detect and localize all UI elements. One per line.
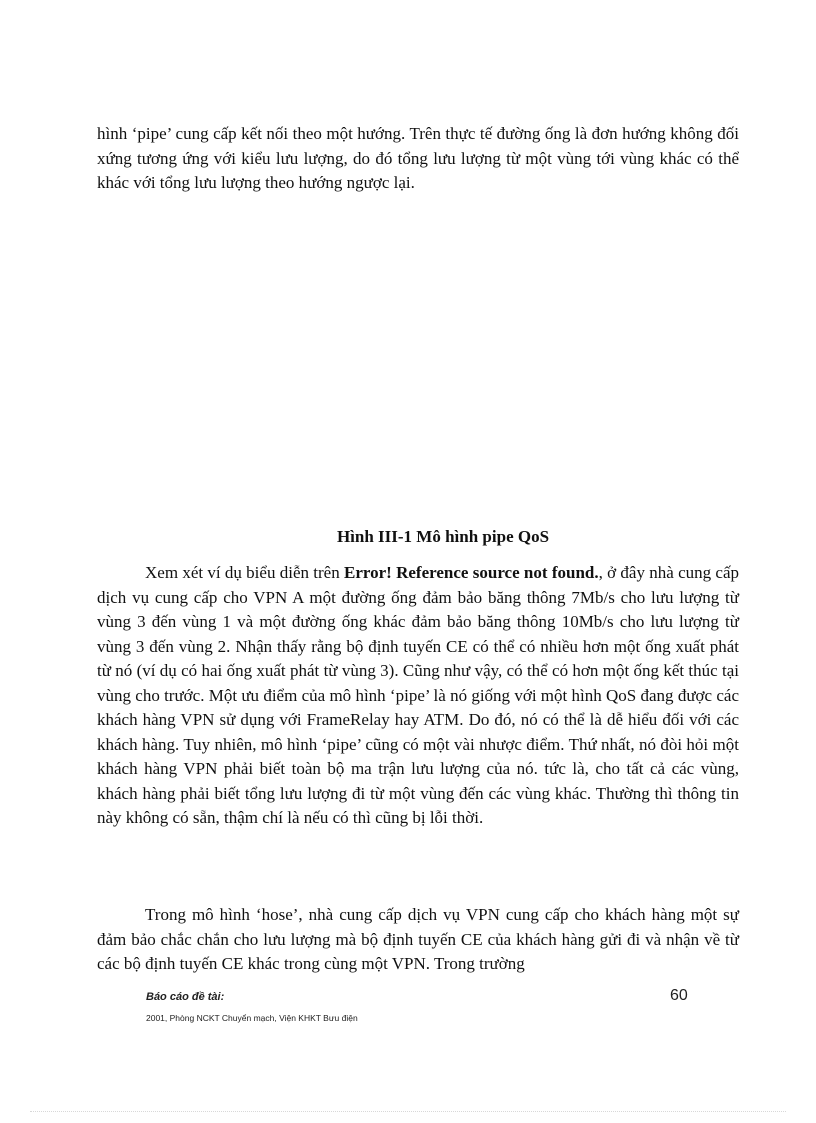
paragraph-1: hình ‘pipe’ cung cấp kết nối theo một hướng. Trên thực tế đường ống là đơn hướng không đối xứng tương ứng với kiểu lưu lượng, do đó tổng lưu lượng từ một vùng tới vùng khác có thể khác với tổng lưu lượng theo hướng ngược lại.: [97, 124, 739, 192]
paragraph-2-body: , ở đây nhà cung cấp dịch vụ cung cấp cho VPN A một đường ống đảm bảo băng thông 7Mb/s cho lưu lượng từ vùng 3 đến vùng 1 và một đường ống khác đảm bảo băng thông 10Mb/s cho lưu lượng từ vùng 3 đến vùng 2. Nhận thấy rằng bộ định tuyến CE có thể có nhiều hơn một ống xuất phát từ nó (ví dụ có hai ống xuất phát từ vùng 3). Cũng như vậy, có thể có hơn một ống kết thúc tại vùng cho trước. Một ưu điểm của mô hình ‘pipe’ là nó giống với một hình QoS đang được các khách hàng VPN sử dụng với FrameRelay hay ATM. Do đó, nó có thể là dễ hiểu đối với các khách hàng. Tuy nhiên, mô hình ‘pipe’ cũng có một vài nhược điểm. Thứ nhất, nó đòi hỏi một khách hàng VPN phải biết toàn bộ ma trận lưu lượng của nó. tức là, cho tất cả các vùng, khách hàng phải biết tổng lưu lượng đi từ một vùng đến các vùng khác. Thường thì thông tin này không có sẵn, thậm chí là nếu có thì cũng bị lỗi thời.: [97, 563, 740, 827]
paragraph-2-lead: Xem xét ví dụ biểu diễn trên: [145, 563, 344, 582]
bottom-divider: [30, 1111, 786, 1112]
broken-reference: Error! Reference source not found.: [344, 563, 599, 582]
figure-caption: Hình III-1 Mô hình pipe QoS: [336, 527, 550, 546]
page-number: 60: [670, 987, 688, 1004]
paragraph-2: [97, 561, 739, 831]
footer-title: Báo cáo đề tài:: [146, 991, 225, 1003]
footer-subtitle: 2001, Phòng NCKT Chuyển mạch, Viện KHKT Bưu điện: [146, 1013, 358, 1023]
paragraph-3: Trong mô hình ‘hose’, nhà cung cấp dịch vụ VPN cung cấp cho khách hàng một sự đảm bảo chắc chắn cho lưu lượng mà bộ định tuyến CE của khách hàng gửi đi và nhận về từ các bộ định tuyến CE khác trong cùng một VPN. Trong trường: [97, 905, 739, 973]
